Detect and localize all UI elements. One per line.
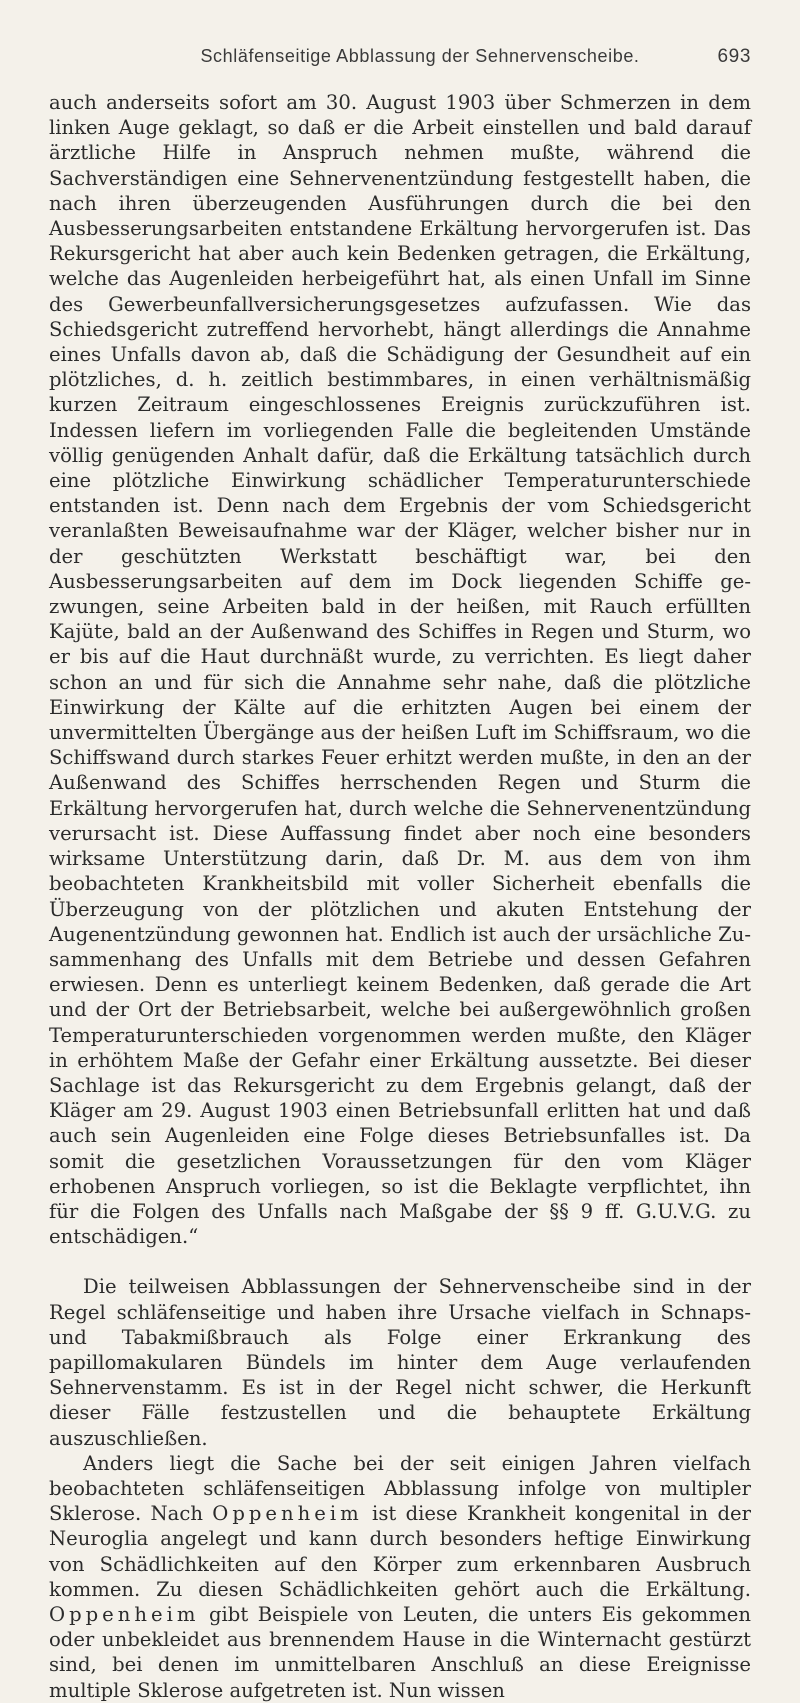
paragraph-partial-pallor: Die teilweisen Abblassungen der Sehnervenscheibe sind in der Regel schläfenseitige und haben ihre Ursache vielfach in Schnaps- und Tabakmißbrauch als Folge einer Erkrankung des papillomakularen Bündels im hinter dem Auge verlaufenden Sehnervenstamm. Es ist in der Regel nicht schwer, die Herkunft dieser Fälle festzustellen und die behauptete Erkältung auszuschließen. (49, 1275, 751, 1450)
paragraph-text-part: Anders liegt die Sache bei der seit einigen Jahren vielfach beobachteten schläfenseitigen Abblassung infolge von multipler Sklerose. Nach (49, 1451, 751, 1526)
author-name-oppenheim: Oppenheim (212, 1502, 363, 1526)
paragraph-text-part: ist diese Krankheit kongenital in der Neuroglia angelegt und kann durch besonders heftige Einwirkung von Schädlichkeiten auf den Körper zum erkennbaren Ausbruch kommen. Zu diesen Schädlichkeiten gehört auch die Erkältung. (49, 1502, 751, 1601)
body-text (49, 90, 751, 1703)
paragraph-court-decision: auch anderseits sofort am 30. August 1903 über Schmerzen in dem linken Auge geklagt, so daß er die Arbeit einstellen und bald darauf ärztliche Hilfe in Anspruch nehmen mußte, während die Sachverständigen eine Sehnervenentzündung festgestellt haben, die nach ihren überzeugenden Ausführungen durch die bei den Ausbesserungsarbeiten entstandene Erkältung hervorgerufen ist. Das Rekursgericht hat aber auch kein Bedenken getragen, die Erkältung, welche das Augenleiden herbeigeführt hat, als einen Unfall im Sinne des Gewerbeunfallversicherungsgesetzes aufzufassen. Wie das Schiedsgericht zutreffend hervorhebt, hängt allerdings die Annahme eines Unfalls davon ab, daß die Schädigung der Gesundheit auf ein plötzliches, d. h. zeitlich bestimmbares, in einen verhältnismäßig kurzen Zeitraum eingeschlossenes Ereignis zurückzuführen ist. Indessen liefern im vorliegenden Falle die begleitenden Umstände völlig genügenden Anhalt dafür, daß die Erkältung tatsächlich durch eine plötzliche Einwirkung schädlicher Temperaturunterschiede entstanden ist. Denn nach dem Ergebnis der vom Schiedsgericht veranlaßten Beweisaufnahme war der Kläger, welcher bisher nur in der geschützten Werkstatt beschäftigt war, bei den Ausbesserungsarbeiten auf dem im Dock liegenden Schiffe gezwungen, seine Arbeiten bald in der heißen, mit Rauch erfüllten Kajüte, bald an der Außenwand des Schiffes in Regen und Sturm, wo er bis auf die Haut durchnäßt wurde, zu verrichten. Es liegt daher schon an und für sich die Annahme sehr nahe, daß die plötzliche Einwirkung der Kälte auf die erhitzten Augen bei einem der unvermittelten Übergänge aus der heißen Luft im Schiffsraum, wo die Schiffswand durch starkes Feuer erhitzt werden mußte, in den an der Außenwand des Schiffes herrschenden Regen und Sturm die Erkältung hervorgerufen hat, durch welche die Sehnervenentzündung verursacht ist. Diese Auffassung findet aber noch eine besonders wirksame Unterstützung darin, daß Dr. M. aus dem von ihm beobachteten Krankheitsbild mit voller Sicherheit ebenfalls die Überzeugung von der plötzlichen und akuten Entstehung der Augenentzündung gewonnen hat. Endlich ist auch der ursächliche Zusammenhang des Unfalls mit dem Betriebe und dessen Gefahren erwiesen. Denn es unterliegt keinem Bedenken, daß gerade die Art und der Ort der Betriebsarbeit, welche bei außergewöhnlich großen Temperaturunterschieden vorgenommen werden mußte, den Kläger in erhöhtem Maße der Gefahr einer Erkältung aussetzte. Bei dieser Sachlage ist das Rekursgericht zu dem Ergebnis gelangt, daß der Kläger am 29. August 1903 einen Betriebsunfall erlitten hat und daß auch sein Augenleiden eine Folge dieses Betriebsunfalles ist. Da somit die gesetzlichen Voraussetzungen für den vom Kläger erhobenen Anspruch vorliegen, so ist die Beklagte verpflichtet, ihn für die Folgen des Unfalls nach Maßgabe der §§ 9 ff. G.U.V.G. zu entschädigen.“ (49, 91, 751, 1249)
running-head (49, 46, 751, 74)
page-number: 693 (717, 46, 751, 67)
author-name-oppenheim: Oppenheim (49, 1602, 200, 1626)
paragraph-text-part: gibt Beispiele von Leuten, die unters Eis gekommen oder unbekleidet aus brennendem Hause in die Winternacht gestürzt sind, bei denen im unmittelbaren Anschluß an diese Ereignisse multiple Sklerose aufgetreten ist. Nun wissen (49, 1602, 751, 1702)
book-page (49, 46, 751, 1703)
running-head-title: Schläfenseitige Abblassung der Sehnervenscheibe. (200, 46, 640, 66)
paragraph-multiple-sclerosis (49, 1451, 751, 1703)
